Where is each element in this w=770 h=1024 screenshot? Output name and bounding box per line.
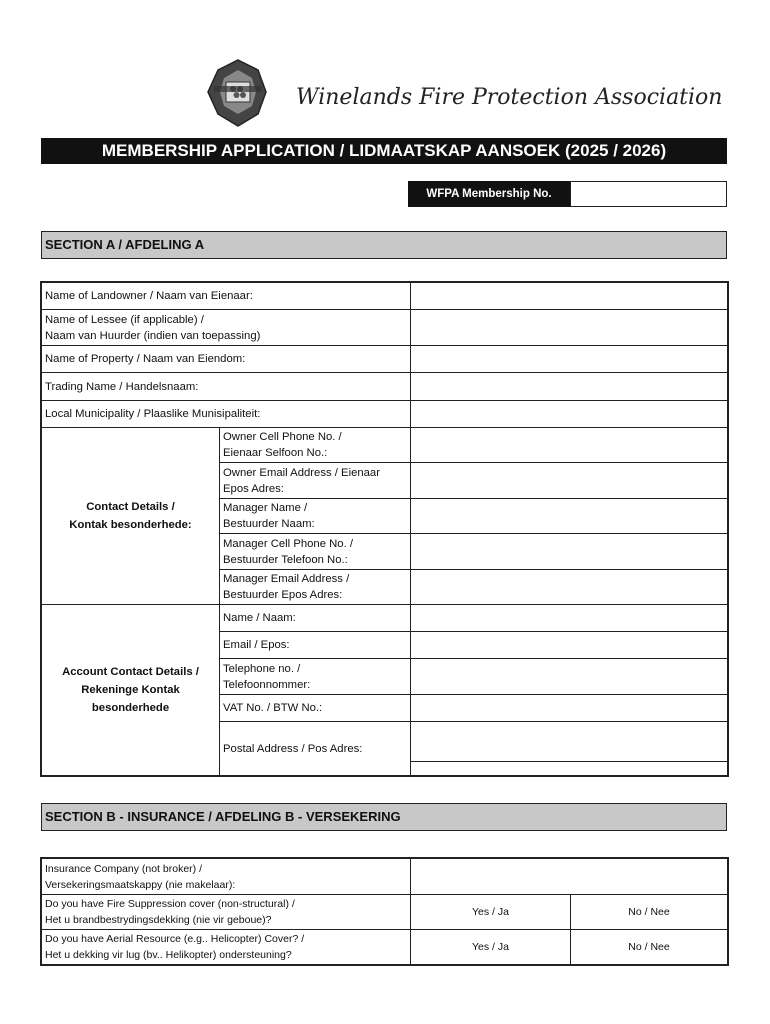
account-telephone-field[interactable]	[411, 659, 728, 695]
owner-cell-field[interactable]	[411, 428, 728, 463]
landowner-label: Name of Landowner / Naam van Eienaar:	[42, 283, 411, 310]
account-email-label: Email / Epos:	[220, 632, 411, 659]
fire-suppression-question: Do you have Fire Suppression cover (non-structural) / Het u brandbestrydingsdekking (nie vir geboue)?	[42, 895, 411, 930]
logo-emblem-icon	[208, 60, 266, 126]
aerial-resource-yes-option[interactable]: Yes / Ja	[411, 930, 571, 965]
account-email-field[interactable]	[411, 632, 728, 659]
trading-name-field[interactable]	[411, 373, 728, 401]
manager-cell-label: Manager Cell Phone No. / Bestuurder Telefoon No.:	[220, 534, 411, 570]
section-b-table	[41, 858, 728, 965]
owner-cell-label: Owner Cell Phone No. / Eienaar Selfoon No.:	[220, 428, 411, 463]
section-b-heading: SECTION B - INSURANCE / AFDELING B - VERSEKERING	[41, 803, 727, 831]
manager-email-field[interactable]	[411, 570, 728, 605]
municipality-label: Local Municipality / Plaaslike Munisipaliteit:	[42, 401, 411, 428]
account-name-field[interactable]	[411, 605, 728, 632]
manager-name-label: Manager Name / Bestuurder Naam:	[220, 499, 411, 534]
section-a-table	[41, 282, 728, 776]
aerial-resource-question: Do you have Aerial Resource (e.g.. Helicopter) Cover? / Het u dekking vir lug (bv.. Helikopter) ondersteuning?	[42, 930, 411, 965]
property-field[interactable]	[411, 346, 728, 373]
account-details-label: Account Contact Details / Rekeninge Kontak besonderhede	[42, 605, 220, 776]
section-a-heading: SECTION A / AFDELING A	[41, 231, 727, 259]
page-title: MEMBERSHIP APPLICATION / LIDMAATSKAP AANSOEK (2025 / 2026)	[41, 138, 727, 164]
insurance-company-label: Insurance Company (not broker) / Versekeringsmaatskappy (nie makelaar):	[42, 859, 411, 895]
landowner-field[interactable]	[411, 283, 728, 310]
lessee-field[interactable]	[411, 310, 728, 346]
lessee-label: Name of Lessee (if applicable) / Naam van Huurder (indien van toepassing)	[42, 310, 411, 346]
fire-suppression-no-option[interactable]: No / Nee	[571, 895, 728, 930]
property-label: Name of Property / Naam van Eiendom:	[42, 346, 411, 373]
membership-number-field[interactable]	[570, 181, 727, 207]
manager-cell-field[interactable]	[411, 534, 728, 570]
logo-wordmark: Winelands Fire Protection Association	[296, 85, 723, 110]
owner-email-field[interactable]	[411, 463, 728, 499]
trading-name-label: Trading Name / Handelsnaam:	[42, 373, 411, 401]
municipality-field[interactable]	[411, 401, 728, 428]
account-name-label: Name / Naam:	[220, 605, 411, 632]
contact-details-label: Contact Details / Kontak besonderhede:	[42, 428, 220, 605]
wfpa-logo	[200, 56, 723, 132]
vat-number-field[interactable]	[411, 695, 728, 722]
postal-address-field[interactable]	[411, 722, 728, 776]
postal-address-label: Postal Address / Pos Adres:	[220, 722, 411, 776]
owner-email-label: Owner Email Address / Eienaar Epos Adres:	[220, 463, 411, 499]
manager-email-label: Manager Email Address / Bestuurder Epos Adres:	[220, 570, 411, 605]
fire-suppression-yes-option[interactable]: Yes / Ja	[411, 895, 571, 930]
aerial-resource-no-option[interactable]: No / Nee	[571, 930, 728, 965]
manager-name-field[interactable]	[411, 499, 728, 534]
membership-number-label: WFPA Membership No.	[408, 181, 570, 207]
insurance-company-field[interactable]	[411, 859, 728, 895]
account-telephone-label: Telephone no. / Telefoonnommer:	[220, 659, 411, 695]
vat-number-label: VAT No. / BTW No.:	[220, 695, 411, 722]
